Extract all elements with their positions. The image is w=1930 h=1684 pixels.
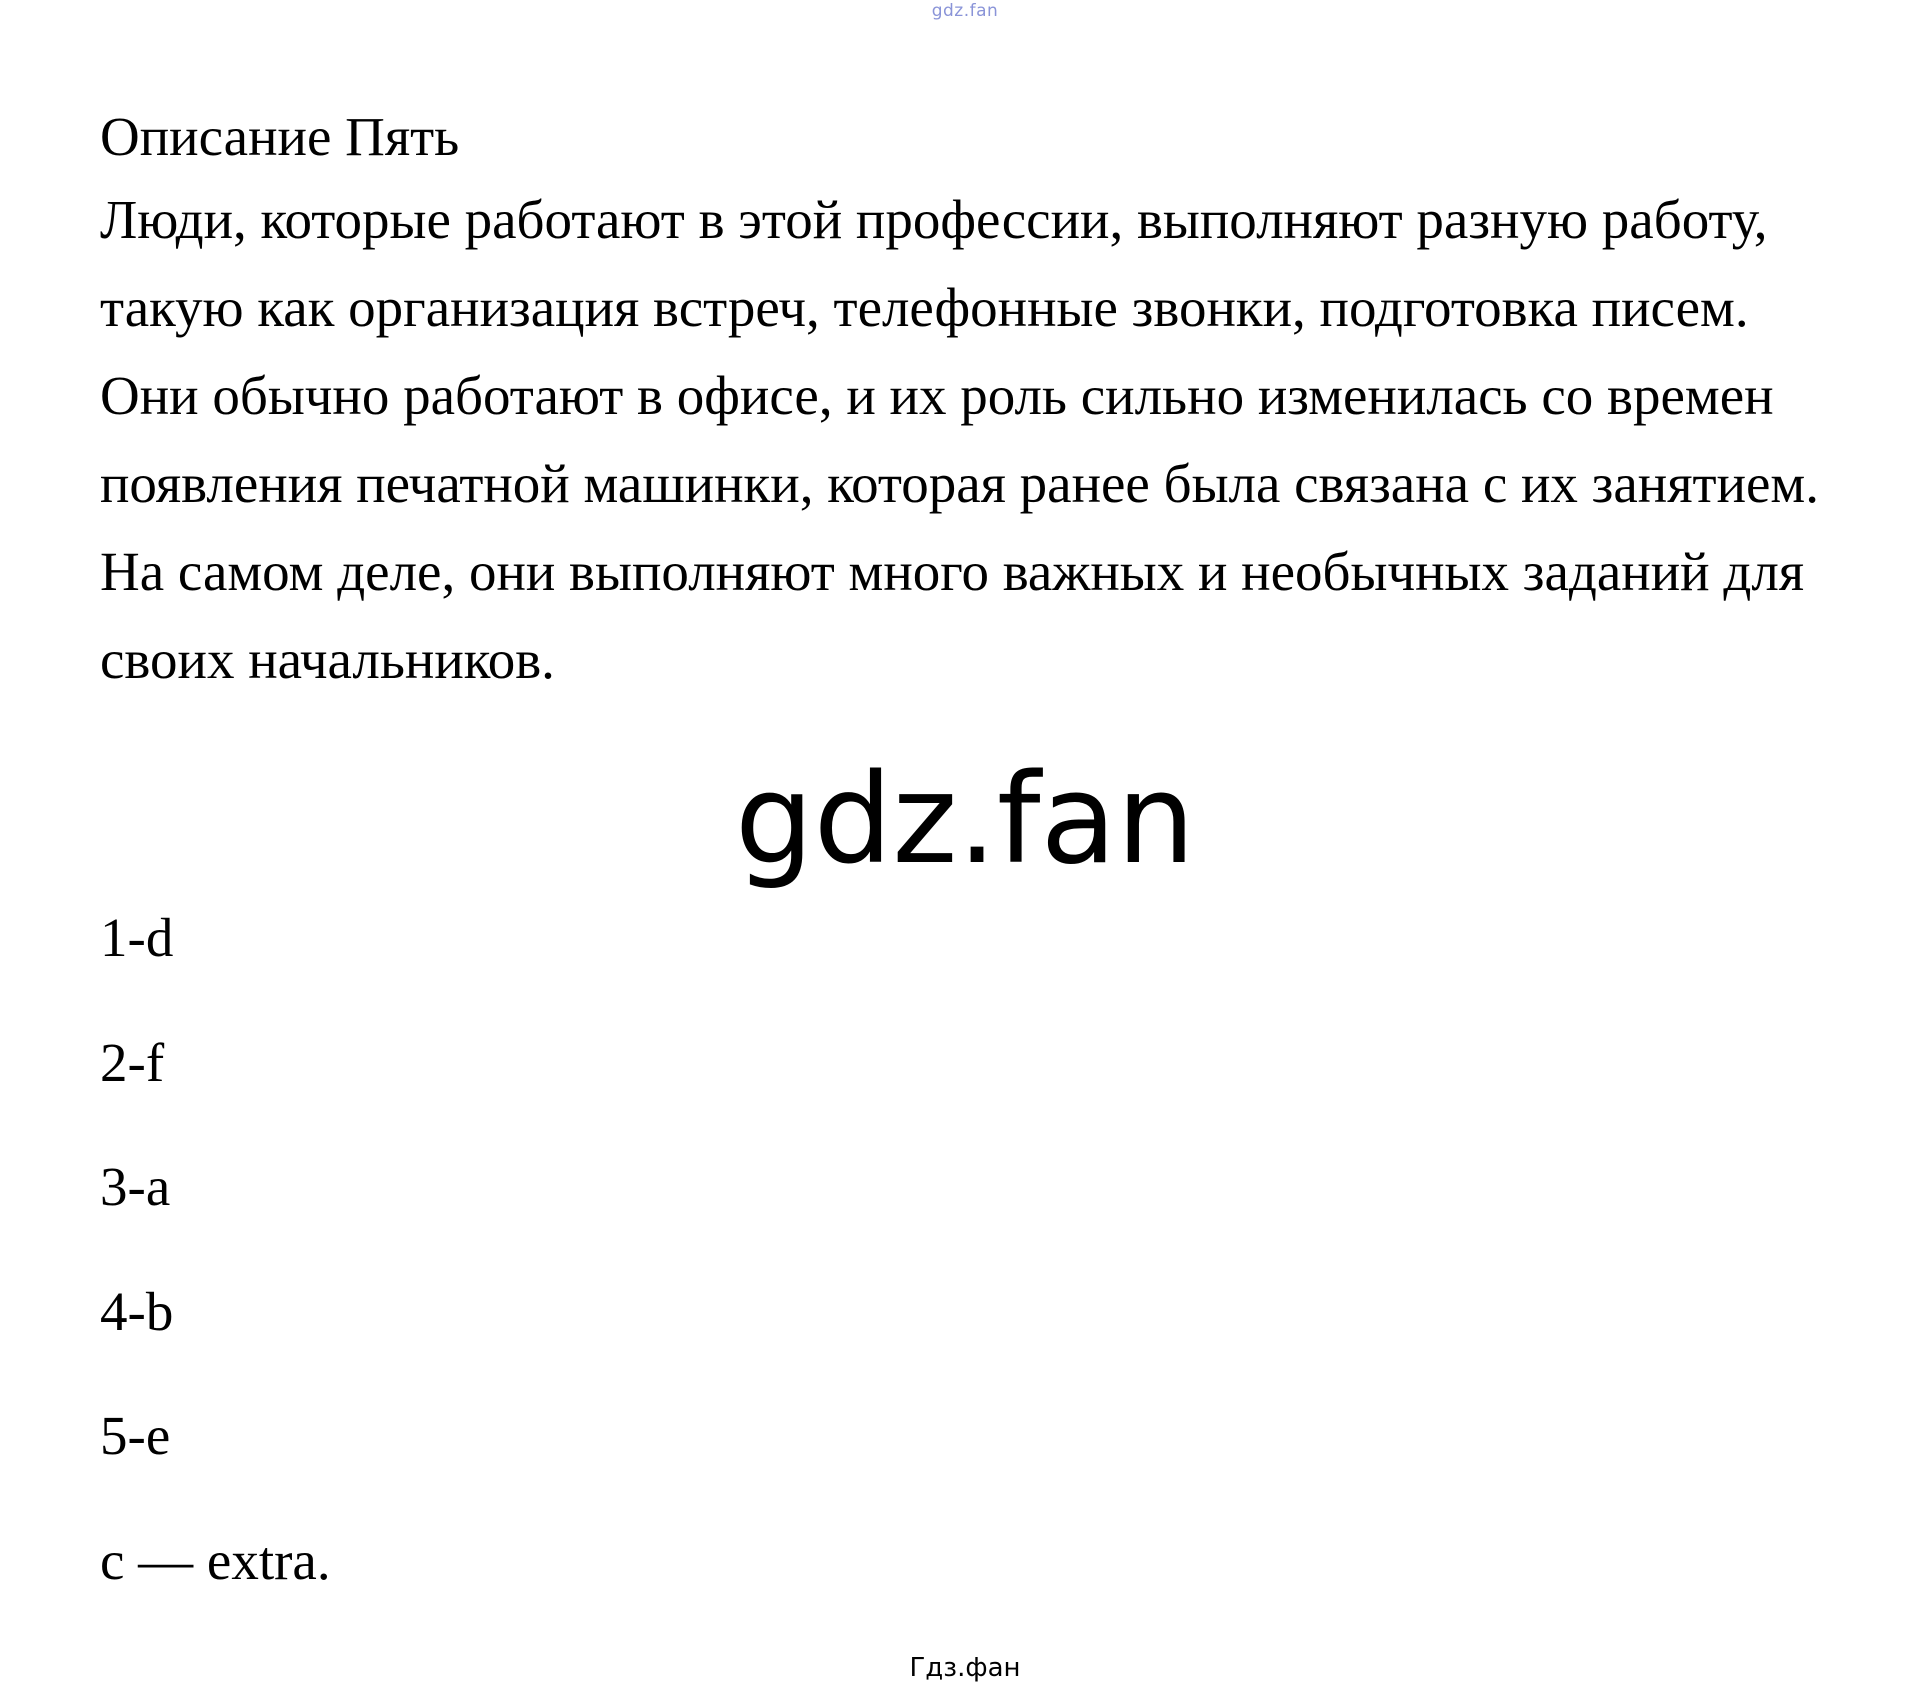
- top-watermark: gdz.fan: [931, 1, 999, 21]
- answer-item: 4-b: [100, 1280, 174, 1342]
- answer-item: c — extra.: [100, 1529, 331, 1591]
- answer-list: [100, 876, 331, 1623]
- bottom-watermark: Гдз.фан: [909, 1653, 1021, 1683]
- answer-item: 5-e: [100, 1405, 171, 1466]
- document-heading: Описание Пять: [100, 106, 460, 167]
- answer-item: 2-f: [100, 1031, 165, 1093]
- center-watermark: gdz.fan: [734, 748, 1196, 892]
- answer-item: 3-a: [100, 1156, 171, 1217]
- answer-item: 1-d: [100, 907, 174, 968]
- document-body: [100, 98, 1880, 704]
- document-paragraph: Люди, которые работают в этой профессии, выполняют разную работу, такую как организация встреч, телефонные звонки, подготовка писем. Они обычно работают в офисе, и их роль сильно изменилась со времен появления печатной машинки, которая ранее была связана с их занятием. На самом деле, они выполняют много важных и необычных заданий для своих начальников.: [100, 189, 1819, 690]
